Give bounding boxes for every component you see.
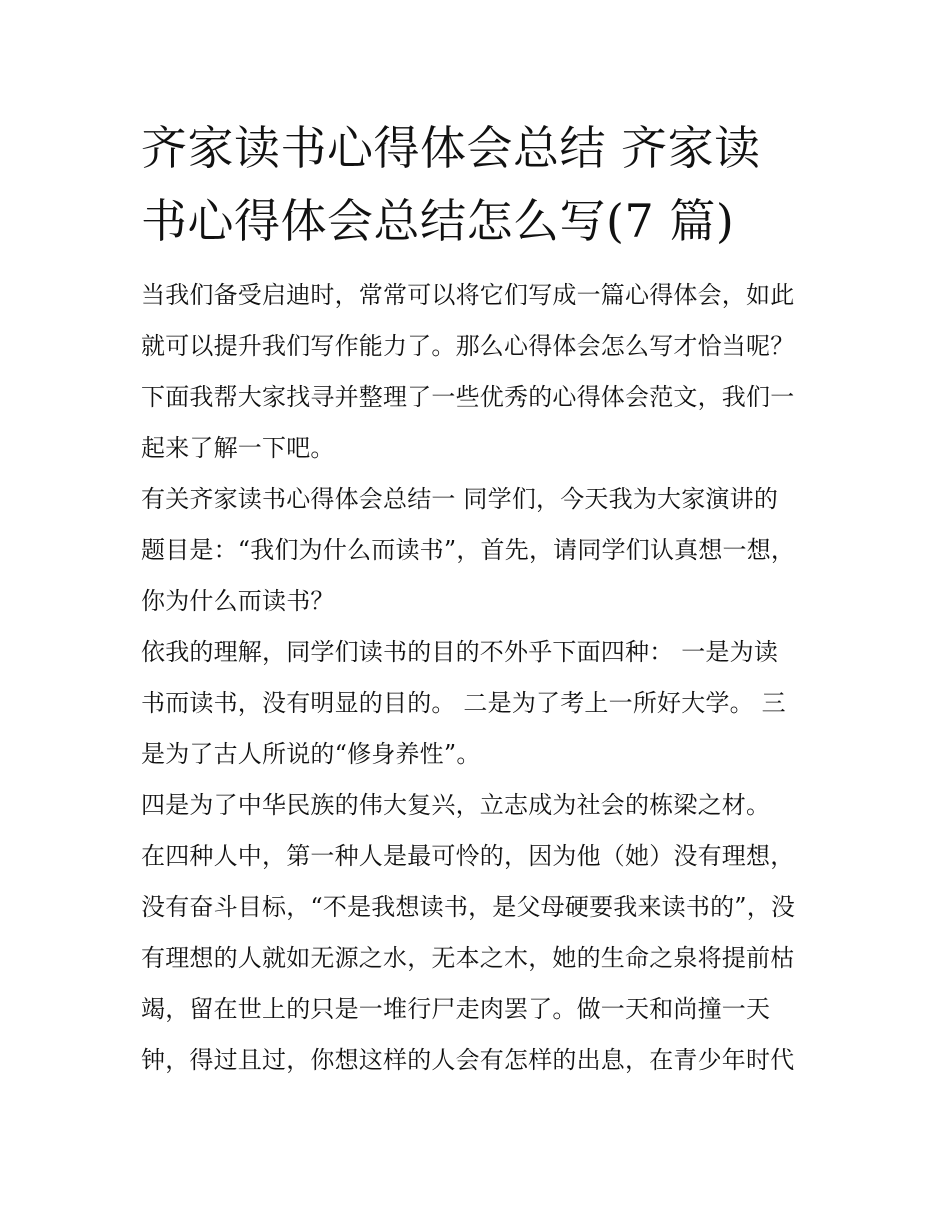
- text-line: 有理想的人就如无源之水，无本之木，她的生命之泉将提前枯: [141, 944, 795, 972]
- text-line: 是为了古人所说的“修身养性”。: [141, 740, 481, 768]
- title-line: 齐家读书心得体会总结 齐家读: [141, 121, 761, 175]
- text-line: 下面我帮大家找寻并整理了一些优秀的心得体会范文，我们一: [141, 383, 795, 411]
- text-line: 在四种人中，第一种人是最可怜的，因为他（她）没有理想，: [141, 842, 795, 870]
- text-line: 竭，留在世上的只是一堆行尸走肉罢了。做一天和尚撞一天: [141, 995, 771, 1023]
- text-line: 当我们备受启迪时，常常可以将它们写成一篇心得体会，如此: [141, 281, 795, 309]
- text-line: 四是为了中华民族的伟大复兴，立志成为社会的栋梁之材。: [141, 791, 771, 819]
- paragraph-analysis: [141, 831, 813, 1086]
- paragraph-section-one: [141, 474, 813, 627]
- text-line: 钟，得过且过，你想这样的人会有怎样的出息，在青少年时代: [141, 1046, 795, 1074]
- text-line: 题目是：“我们为什么而读书”，首先，请同学们认真想一想，: [141, 536, 796, 564]
- title-line: 书心得体会总结怎么写(7 篇): [141, 194, 735, 248]
- document-title: [141, 112, 813, 258]
- text-line: 你为什么而读书？: [141, 587, 335, 615]
- text-line: 起来了解一下吧。: [141, 434, 335, 462]
- document-content: [141, 112, 813, 1086]
- text-line: 依我的理解，同学们读书的目的不外乎下面四种： 一是为读: [141, 638, 779, 666]
- paragraph-intro: [141, 270, 813, 474]
- text-line: 没有奋斗目标，“不是我想读书，是父母硬要我来读书的”，没: [141, 893, 796, 921]
- paragraph-fourth-purpose: [141, 780, 813, 831]
- text-line: 书而读书，没有明显的目的。 二是为了考上一所好大学。 三: [141, 689, 786, 717]
- text-line: 就可以提升我们写作能力了。那么心得体会怎么写才恰当呢？: [141, 332, 795, 360]
- text-line: 有关齐家读书心得体会总结一 同学们，今天我为大家演讲的: [141, 485, 779, 513]
- paragraph-reading-purposes: [141, 627, 813, 780]
